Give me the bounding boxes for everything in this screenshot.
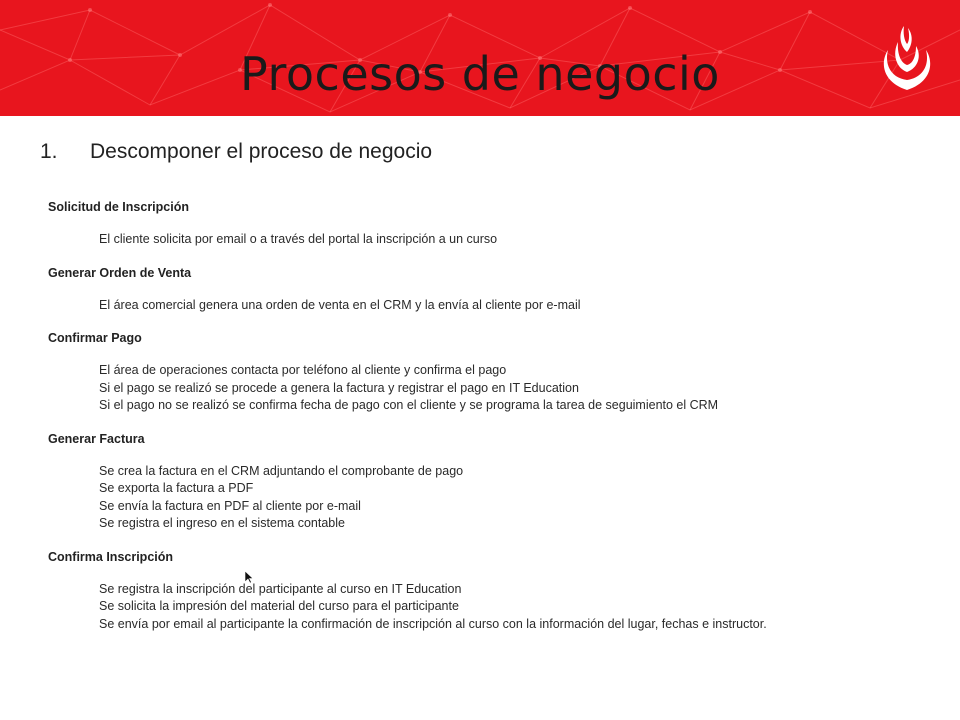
process-step	[48, 196, 928, 262]
section-number: 1.	[40, 140, 58, 163]
header-banner	[0, 0, 960, 116]
step-description: Se solicita la impresión del material del curso para el participante	[99, 599, 459, 613]
step-description: El cliente solicita por email o a través del portal la inscripción a un curso	[99, 232, 498, 246]
section-heading-text: Descomponer el proceso de negocio	[90, 140, 433, 163]
step-title: Generar Factura	[48, 431, 145, 446]
step-description: Se crea la factura en el CRM adjuntando el comprobante de pago	[99, 463, 464, 478]
step-description: Se registra la inscripción del participante al curso en IT Education	[99, 581, 462, 596]
step-description: Si el pago se realizó se procede a genera la factura y registrar el pago en IT Education	[99, 380, 579, 395]
step-description: Se registra el ingreso en el sistema contable	[99, 516, 345, 530]
step-title: Confirma Inscripción	[48, 549, 174, 564]
step-title: Generar Orden de Venta	[48, 265, 192, 280]
section-heading	[40, 138, 432, 166]
step-description: El área comercial genera una orden de venta en el CRM y la envía al cliente por e-mail	[99, 297, 581, 312]
step-title: Solicitud de Inscripción	[48, 200, 189, 214]
step-description: Si el pago no se realizó se confirma fecha de pago con el cliente y se programa la tarea de seguimiento el CRM	[99, 398, 719, 412]
process-step	[48, 262, 928, 328]
mouse-pointer-icon	[244, 570, 254, 584]
step-title: Confirmar Pago	[48, 331, 142, 345]
process-step	[48, 327, 928, 428]
page-title: Procesos de negocio	[240, 47, 720, 101]
step-description: Se exporta la factura a PDF	[99, 481, 254, 495]
process-step	[48, 428, 928, 546]
process-steps	[48, 196, 928, 646]
step-description: Se envía la factura en PDF al cliente por e-mail	[99, 498, 361, 513]
upc-flame-logo-icon	[868, 20, 946, 98]
process-step	[48, 546, 928, 647]
step-description: Se envía por email al participante la confirmación de inscripción al curso con la información del lugar, fechas e instructor.	[99, 616, 767, 631]
step-description: El área de operaciones contacta por teléfono al cliente y confirma el pago	[99, 363, 507, 377]
